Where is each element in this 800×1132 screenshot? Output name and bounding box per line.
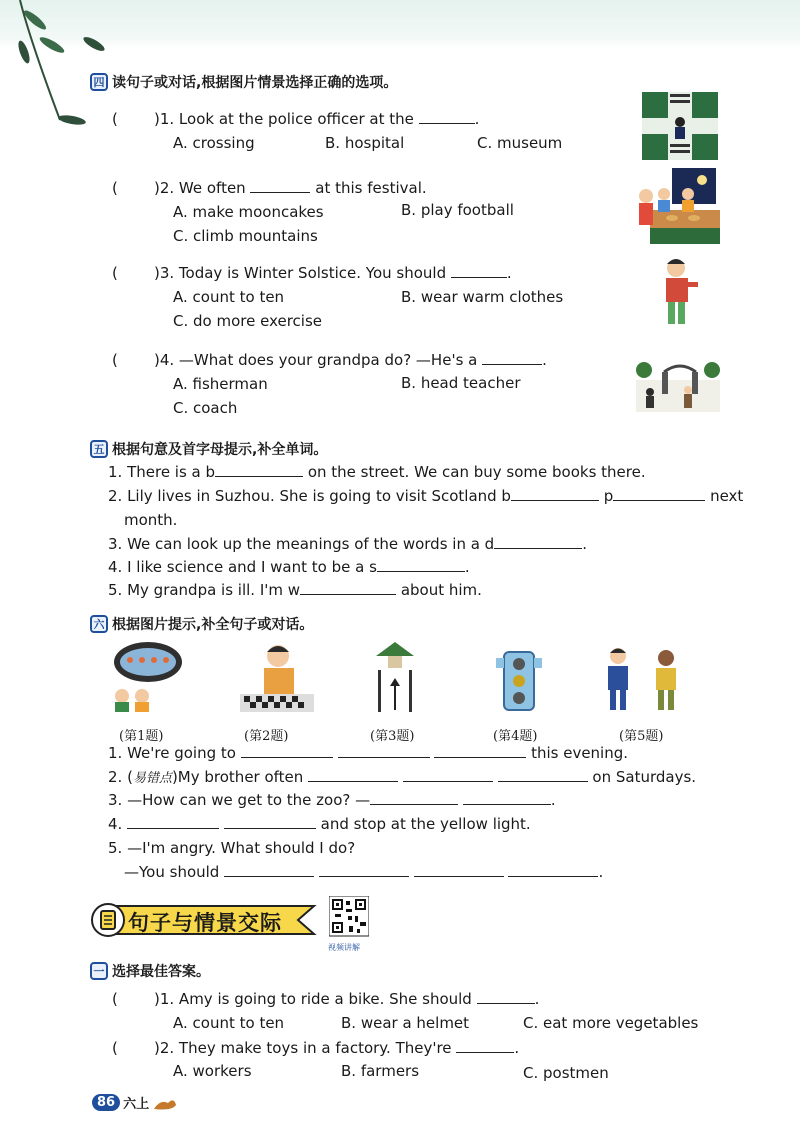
willow-leaves-decoration [0,0,120,140]
chess-boy-picture [236,640,318,716]
qr-label: 视频讲解 [328,943,360,952]
s6-l3-end: . [550,791,556,809]
shivering-boy-picture [656,256,700,330]
s4-q4-option-c[interactable]: C. coach [173,399,238,417]
section1-title-text: 选择最佳答案。 [112,964,210,980]
mooncake-family-picture [636,166,722,248]
cinema-picture [108,640,184,712]
crossing-picture [642,92,718,160]
caption-2: (第2题) [244,729,289,744]
answer-blank[interactable] [482,351,542,365]
answer-blank[interactable] [511,487,599,501]
answer-blank[interactable] [477,990,535,1004]
question-stem: )4. —What does your grandpa do? —He's a [154,351,478,369]
qr-code[interactable] [329,896,369,942]
section5-title-text: 根据句意及首字母提示,补全单词。 [112,442,328,458]
page-number: 86 [92,1094,120,1111]
s4-q4-option-b[interactable]: B. head teacher [401,374,521,392]
s5-l4-end: . [464,558,470,576]
s4-q4-option-a[interactable]: A. fisherman [173,375,268,393]
top-band [0,0,800,48]
answer-blank[interactable] [370,791,458,805]
question-tail: at this festival. [315,179,427,197]
answer-blank[interactable] [498,768,588,782]
answer-blank[interactable] [463,791,551,805]
s4-q4 [112,351,547,369]
answer-blank[interactable] [241,744,333,758]
section5-badge: 五 [90,440,108,458]
answer-blank[interactable] [403,768,493,782]
s5-l5-text: 5. My grandpa is ill. I'm w [108,581,301,599]
answer-blank[interactable] [319,863,409,877]
s6-line3 [108,791,556,809]
s5-line2 [108,487,743,505]
section6-badge: 六 [90,615,108,633]
s5-l2-text: 2. Lily lives in Suzhou. She is going to visit Scotland b [108,487,511,505]
answer-paren[interactable]: ( [112,264,118,282]
s5-line1 [108,463,646,481]
section4-title [90,72,397,92]
s5-l4-text: 4. I like science and I want to be a s [108,558,377,576]
s1-q2-option-b[interactable]: B. farmers [341,1062,420,1080]
answer-blank[interactable] [338,744,430,758]
answer-blank[interactable] [494,535,582,549]
answer-blank[interactable] [419,110,475,124]
answer-paren[interactable]: ( [112,990,118,1008]
s6-l2-tail: on Saturdays. [592,768,697,786]
s1-q2 [112,1039,519,1057]
answer-paren[interactable]: ( [112,1039,118,1057]
s4-q3-option-c[interactable]: C. do more exercise [173,312,323,330]
answer-blank[interactable] [224,815,316,829]
s5-l3-text: 3. We can look up the meanings of the words in a d [108,535,495,553]
answer-blank[interactable] [613,487,705,501]
s5-l3-end: . [582,535,587,553]
s1-q1-option-a[interactable]: A. count to ten [173,1014,285,1032]
s1-q1-option-b[interactable]: B. wear a helmet [341,1014,470,1032]
s4-q2 [112,179,427,197]
question-stem: )1. Amy is going to ride a bike. She should [154,990,472,1008]
s5-line2-cont: month. [124,511,178,529]
question-end: . [474,110,480,128]
answer-paren[interactable]: ( [112,351,118,369]
s6-l2-text: )My brother often [171,768,304,786]
answer-blank[interactable] [215,463,303,477]
s5-l1-text: 1. There is a b [108,463,216,481]
s6-l1-text: 1. We're going to [108,744,236,762]
s6-line4 [108,815,531,833]
section4-badge: 四 [90,73,108,91]
s4-q2-option-c[interactable]: C. climb mountains [173,227,318,245]
section5-title [90,439,327,459]
answer-blank[interactable] [377,558,465,572]
s6-line2 [108,767,696,786]
s6-l2-num: 2. ( [108,768,133,786]
s5-l5-tail: about him. [400,581,482,599]
s6-l5-end: . [598,863,604,881]
caption-1: (第1题) [119,729,164,744]
answer-blank[interactable] [434,744,526,758]
answer-blank[interactable] [300,581,396,595]
question-stem: )2. They make toys in a factory. They're [154,1039,452,1057]
question-end: . [506,264,512,282]
answer-blank[interactable] [508,863,598,877]
s4-q1-option-b[interactable]: B. hospital [325,134,405,152]
s4-q1-option-a[interactable]: A. crossing [173,134,255,152]
section1-title [90,961,210,981]
s5-line5 [108,581,482,599]
answer-blank[interactable] [127,815,219,829]
s5-l2-next: next [710,487,744,505]
s5-l2-letter: p [603,487,614,505]
s5-line4 [108,558,470,576]
question-end: . [534,990,540,1008]
answer-paren[interactable]: ( [112,110,118,128]
question-stem: )3. Today is Winter Solstice. You should [154,264,447,282]
s4-q2-option-b[interactable]: B. play football [401,201,514,219]
two-boys-talking-picture [604,644,680,714]
s4-q1-option-c[interactable]: C. museum [477,134,563,152]
section4-title-text: 读句子或对话,根据图片情景选择正确的选项。 [112,75,398,91]
s6-l3-text: 3. —How can we get to the zoo? — [108,791,371,809]
s6-line1 [108,744,628,762]
answer-blank[interactable] [451,264,507,278]
caption-3: (第3题) [370,729,415,744]
answer-paren[interactable]: ( [112,179,118,197]
s6-l4-num: 4. [108,815,123,833]
s6-line5: 5. —I'm angry. What should I do? [108,839,356,857]
s4-q2-option-a[interactable]: A. make mooncakes [173,203,324,221]
answer-blank[interactable] [224,863,314,877]
s1-q2-option-a[interactable]: A. workers [173,1062,252,1080]
question-stem: )1. Look at the police officer at the [154,110,414,128]
section6-title [90,614,313,634]
question-stem: )2. We often [154,179,246,197]
s4-q3 [112,264,512,282]
school-gate-picture [636,358,720,412]
section6-title-text: 根据图片提示,补全句子或对话。 [112,617,314,633]
squirrel-icon [152,1095,178,1111]
answer-blank[interactable] [456,1039,514,1053]
s1-q1 [112,990,539,1008]
s6-line5-answer [124,863,603,881]
s5-line3 [108,535,587,553]
section1-badge: 一 [90,962,108,980]
s6-l5-text: —You should [124,863,220,881]
s6-l4-tail: and stop at the yellow light. [320,815,531,833]
caption-5: (第5题) [619,729,664,744]
s4-q3-option-a[interactable]: A. count to ten [173,288,285,306]
banner-title: 句子与情景交际 [128,911,282,935]
question-end: . [542,351,547,369]
s4-q1 [112,110,479,128]
s4-q3-option-b[interactable]: B. wear warm clothes [401,288,564,306]
question-end: . [514,1039,520,1057]
grade-label: 六上 [123,1097,150,1112]
answer-blank[interactable] [414,863,504,877]
page-footer [92,1093,178,1112]
traffic-light-picture [494,650,544,712]
s1-q1-option-c[interactable]: C. eat more vegetables [523,1014,699,1032]
answer-blank[interactable] [308,768,398,782]
s6-l1-tail: this evening. [531,744,629,762]
s5-l1-tail: on the street. We can buy some books there. [307,463,646,481]
go-straight-sign-picture [370,640,420,716]
caption-4: (第4题) [493,729,538,744]
error-prone-tag: 易错点 [132,771,172,786]
answer-blank[interactable] [250,179,310,193]
s1-q2-option-c[interactable]: C. postmen [523,1064,609,1082]
